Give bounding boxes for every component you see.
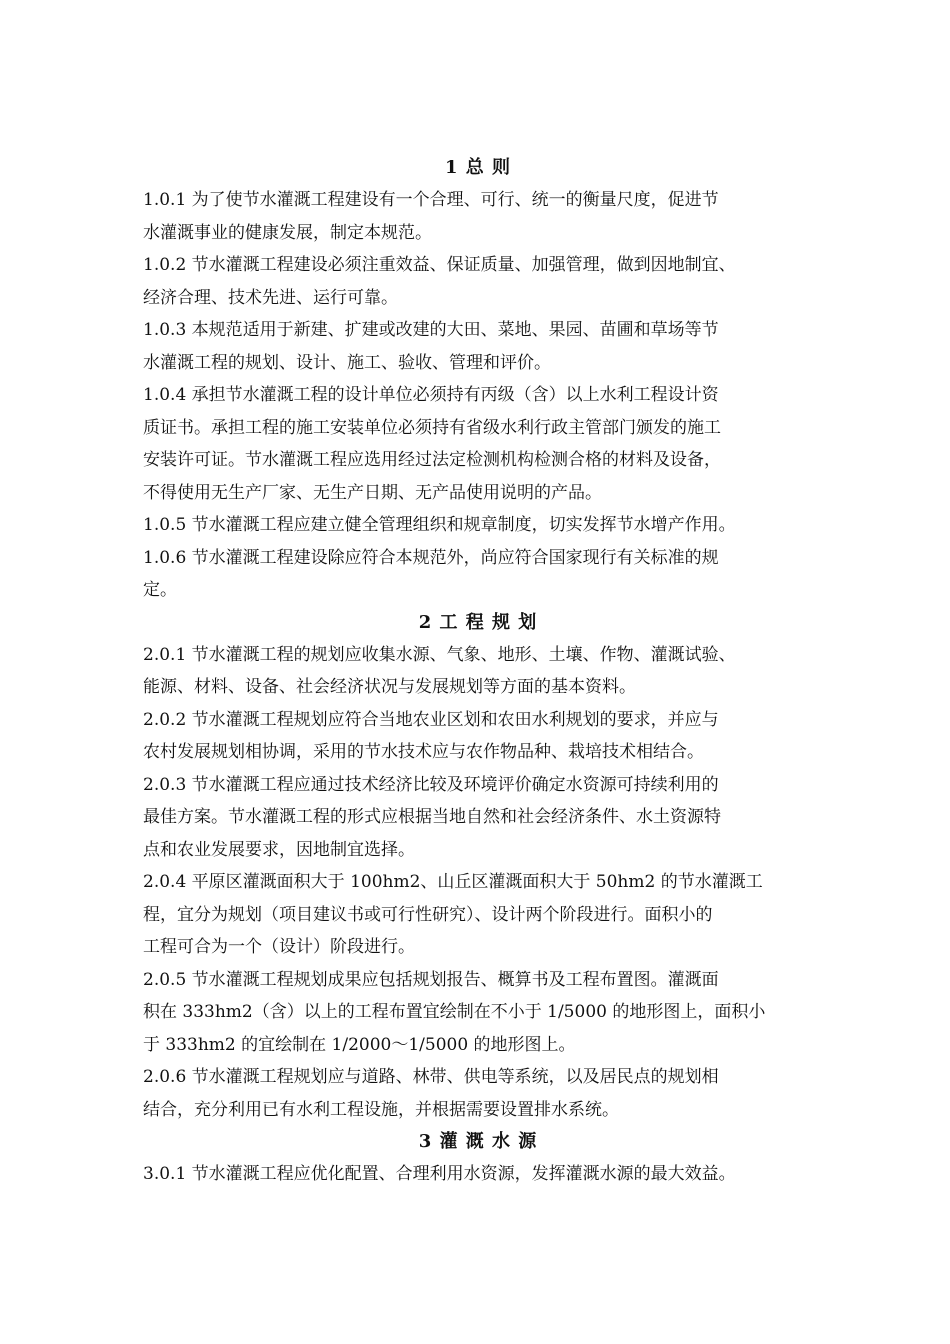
text-line: 2.0.5 节水灌溉工程规划成果应包括规划报告、概算书及工程布置图。灌溉面 [143, 969, 719, 990]
text-line: 结合，充分利用已有水利工程设施，并根据需要设置排水系统。 [143, 1099, 619, 1120]
text-line: 1.0.4 承担节水灌溉工程的设计单位必须持有丙级（含）以上水利工程设计资 [143, 385, 719, 405]
text-line: 安装许可证。节水灌溉工程应选用经过法定检测机构检测合格的材料及设备， [143, 450, 721, 470]
text-line: 1.0.2 节水灌溉工程建设必须注重效益、保证质量、加强管理，做到因地制宜、 [143, 255, 736, 275]
clause-1-0-6 [143, 542, 813, 607]
clause-2-0-1 [143, 639, 813, 704]
text-line: 2.0.2 节水灌溉工程规划应符合当地农业区划和农田水利规划的要求，并应与 [143, 709, 719, 730]
text-line: 积在 333hm2（含）以上的工程布置宜绘制在不小于 1/5000 的地形图上，面积小 [143, 1002, 766, 1022]
clause-2-0-5 [143, 964, 813, 1062]
clause-1-0-2 [143, 249, 813, 314]
document-page [143, 152, 813, 1191]
text-line: 能源、材料、设备、社会经济状况与发展规划等方面的基本资料。 [143, 677, 636, 697]
text-line: 1.0.5 节水灌溉工程应建立健全管理组织和规章制度，切实发挥节水增产作用。 [143, 515, 736, 535]
clause-1-0-3 [143, 314, 813, 379]
clause-1-0-4 [143, 379, 813, 509]
text-line: 2.0.3 节水灌溉工程应通过技术经济比较及环境评价确定水资源可持续利用的 [143, 774, 719, 795]
text-line: 2.0.4 平原区灌溉面积大于 100hm2、山丘区灌溉面积大于 50hm2 的节水灌溉工 [143, 872, 763, 892]
text-line: 点和农业发展要求，因地制宜选择。 [143, 839, 415, 860]
text-line: 1.0.3 本规范适用于新建、扩建或改建的大田、菜地、果园、苗圃和草场等节 [143, 320, 719, 340]
text-line: 1.0.1 为了使节水灌溉工程建设有一个合理、可行、统一的衡量尺度，促进节 [143, 190, 719, 210]
text-line: 程，宜分为规划（项目建议书或可行性研究）、设计两个阶段进行。面积小的 [143, 904, 713, 925]
text-line: 质证书。承担工程的施工安装单位必须持有省级水利行政主管部门颁发的施工 [143, 417, 721, 438]
text-line: 水灌溉工程的规划、设计、施工、验收、管理和评价。 [143, 352, 551, 373]
clause-2-0-6 [143, 1061, 813, 1126]
text-line: 1.0.6 节水灌溉工程建设除应符合本规范外，尚应符合国家现行有关标准的规 [143, 547, 719, 568]
section-heading-1: 1 总 则 [444, 157, 512, 178]
clause-1-0-5 [143, 509, 813, 542]
text-line: 2.0.1 节水灌溉工程的规划应收集水源、气象、地形、土壤、作物、灌溉试验、 [143, 644, 736, 665]
text-line: 最佳方案。节水灌溉工程的形式应根据当地自然和社会经济条件、水土资源特 [143, 807, 721, 827]
clause-2-0-3 [143, 769, 813, 867]
section-heading-3: 3 灌 溉 水 源 [418, 1131, 538, 1152]
text-line: 定。 [143, 580, 177, 600]
text-line: 不得使用无生产厂家、无生产日期、无产品使用说明的产品。 [143, 482, 602, 503]
text-line: 工程可合为一个（设计）阶段进行。 [143, 937, 415, 957]
text-line: 3.0.1 节水灌溉工程应优化配置、合理利用水资源，发挥灌溉水源的最大效益。 [143, 1164, 736, 1184]
text-line: 水灌溉事业的健康发展，制定本规范。 [143, 222, 432, 243]
text-line: 农村发展规划相协调，采用的节水技术应与农作物品种、栽培技术相结合。 [143, 742, 704, 762]
text-line: 于 333hm2 的宜绘制在 1/2000～1/5000 的地形图上。 [143, 1034, 576, 1055]
clause-2-0-2 [143, 704, 813, 769]
text-line: 经济合理、技术先进、运行可靠。 [143, 287, 398, 308]
text-line: 2.0.6 节水灌溉工程规划应与道路、林带、供电等系统，以及居民点的规划相 [143, 1067, 719, 1087]
clause-1-0-1 [143, 184, 813, 249]
section-heading-2: 2 工 程 规 划 [418, 611, 538, 633]
clause-2-0-4 [143, 866, 813, 964]
clause-3-0-1 [143, 1158, 813, 1191]
